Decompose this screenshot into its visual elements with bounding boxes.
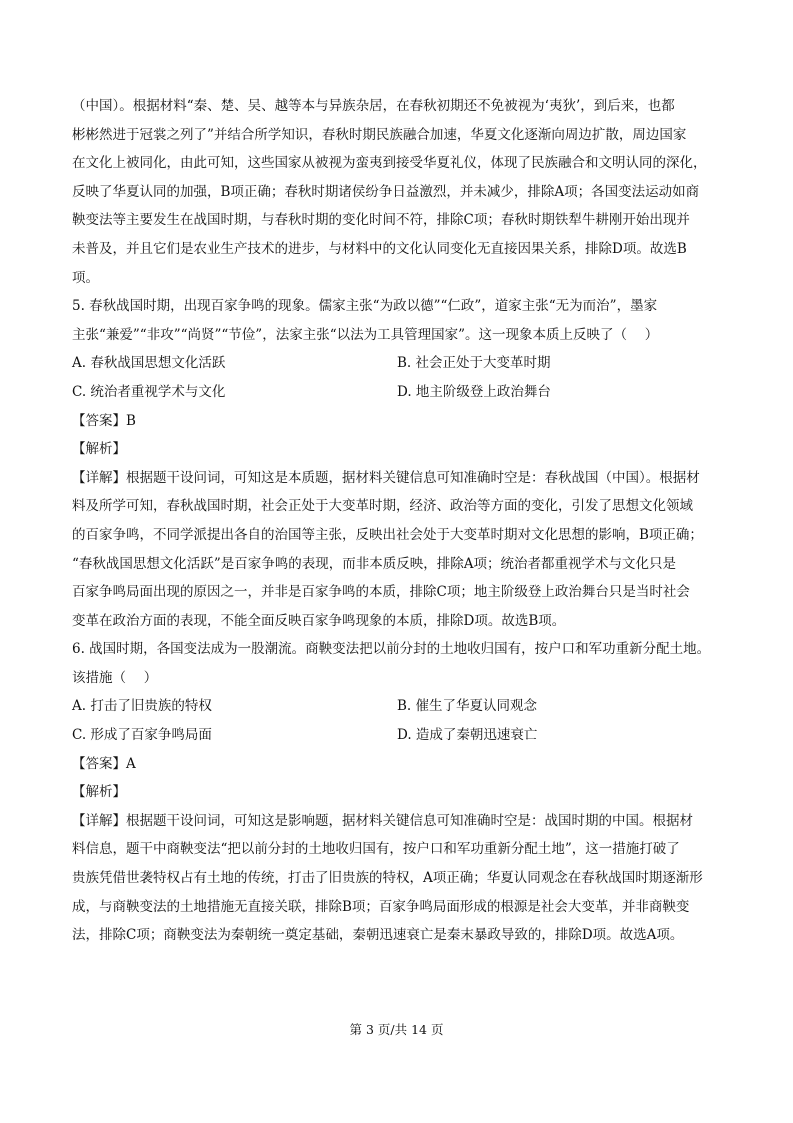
- text-line: 鞅变法等主要发生在战国时期，与春秋时期的变化时间不符，排除C项；春秋时期铁犁牛耕刚开始出现并: [72, 212, 690, 229]
- question-stem-line: 5. 春秋战国时期，出现百家争鸣的现象。儒家主张“为政以德”“仁政”，道家主张“无为而治”，墨家: [72, 298, 658, 315]
- options-row: [72, 692, 722, 721]
- text-line: 彬彬然进于冠裳之列了”并结合所学知识，春秋时期民族融合加速，华夏文化逐渐向周边扩散，周边国家: [72, 126, 687, 143]
- option-c: C. 统治者重视学术与文化: [72, 383, 226, 400]
- detail-line: 贵族凭借世袭特权占有土地的传统，打击了旧贵族的特权，A项正确；华夏认同观念在春秋战国时期逐渐形: [72, 870, 703, 887]
- detail-line: “春秋战国思想文化活跃”是百家争鸣的表现，而非本质反映，排除A项；统治者都重视学术与文化只是: [72, 555, 677, 572]
- question-stem-line: 主张“兼爱”“非攻”“尚贤”“节俭”，法家主张“以法为工具管理国家”。这一现象本质上反映了（ ）: [72, 326, 659, 343]
- question-stem-line: 该措施（ ）: [72, 669, 158, 686]
- detail-line: 料信息，题干中商鞅变法“把以前分封的土地收归国有，按户口和军功重新分配土地”，这一措施打破了: [72, 841, 680, 858]
- text-line: 在文化上被同化，由此可知，这些国家从被视为蛮夷到接受华夏礼仪，体现了民族融合和文明认同的深化，: [72, 155, 707, 172]
- question-stem-line: 6. 战国时期，各国变法成为一股潮流。商鞅变法把以前分封的土地收归国有，按户口和军功重新分配土地。: [72, 641, 711, 658]
- detail-line: 成，与商鞅变法的土地措施无直接关联，排除B项；百家争鸣局面形成的根源是社会大变革，并非商鞅变: [72, 898, 690, 915]
- option-a: A. 春秋战国思想文化活跃: [72, 355, 226, 372]
- option-b: B. 社会正处于大变革时期: [397, 355, 551, 372]
- option-d: D. 造成了秦朝迅速衰亡: [397, 727, 538, 744]
- page-footer: 第 3 页/共 14 页: [349, 1022, 444, 1037]
- document-page: [72, 92, 722, 950]
- answer-label: 【答案】B: [72, 412, 136, 429]
- options-row: [72, 378, 722, 407]
- options-row: [72, 721, 722, 750]
- answer-label: 【答案】A: [72, 755, 136, 772]
- detail-line: 的百家争鸣，不同学派提出各自的治国等主张，反映出社会处于大变革时期对文化思想的影响，B项正确；: [72, 526, 703, 543]
- text-line: 反映了华夏认同的加强，B项正确；春秋时期诸侯纷争日益激烈，并未减少，排除A项；各国变法运动如商: [72, 183, 700, 200]
- detail-line: 变革在政治方面的表现，不能全面反映百家争鸣现象的本质，排除D项。故选B项。: [72, 612, 566, 629]
- question-6: [72, 635, 722, 950]
- detail-line: 法，排除C项；商鞅变法为秦朝统一奠定基础，秦朝迅速衰亡是秦末暴政导致的，排除D项。故选A项。: [72, 927, 684, 944]
- detail-line: 【详解】根据题干设问词，可知这是影响题，据材料关键信息可知准确时空是：战国时期的中国。根据材: [72, 812, 693, 829]
- option-a: A. 打击了旧贵族的特权: [72, 698, 212, 715]
- detail-line: 【详解】根据题干设问词，可知这是本质题，据材料关键信息可知准确时空是：春秋战国（中国）。根据材: [72, 469, 700, 486]
- option-c: C. 形成了百家争鸣局面: [72, 727, 212, 744]
- option-d: D. 地主阶级登上政治舞台: [397, 383, 551, 400]
- option-b: B. 催生了华夏认同观念: [397, 698, 538, 715]
- options-row: [72, 349, 722, 378]
- detail-line: 料及所学可知，春秋战国时期，社会正处于大变革时期，经济、政治等方面的变化，引发了思想文化领域: [72, 498, 693, 515]
- question-5: [72, 292, 722, 635]
- text-line: 项。: [72, 269, 99, 286]
- analysis-label: 【解析】: [72, 784, 126, 801]
- text-line: （中国）。根据材料“秦、楚、吴、越等本与异族杂居，在春秋初期还不免被视为‘夷狄’，到后来，也都: [72, 98, 675, 114]
- detail-line: 百家争鸣局面出现的原因之一，并非是百家争鸣的本质，排除C项；地主阶级登上政治舞台只是当时社会: [72, 584, 690, 601]
- analysis-label: 【解析】: [72, 441, 126, 458]
- text-line: 未普及，并且它们是农业生产技术的进步，与材料中的文化认同变化无直接因果关系，排除D项。故选B: [72, 240, 687, 257]
- q4-explanation-continued: [72, 92, 722, 292]
